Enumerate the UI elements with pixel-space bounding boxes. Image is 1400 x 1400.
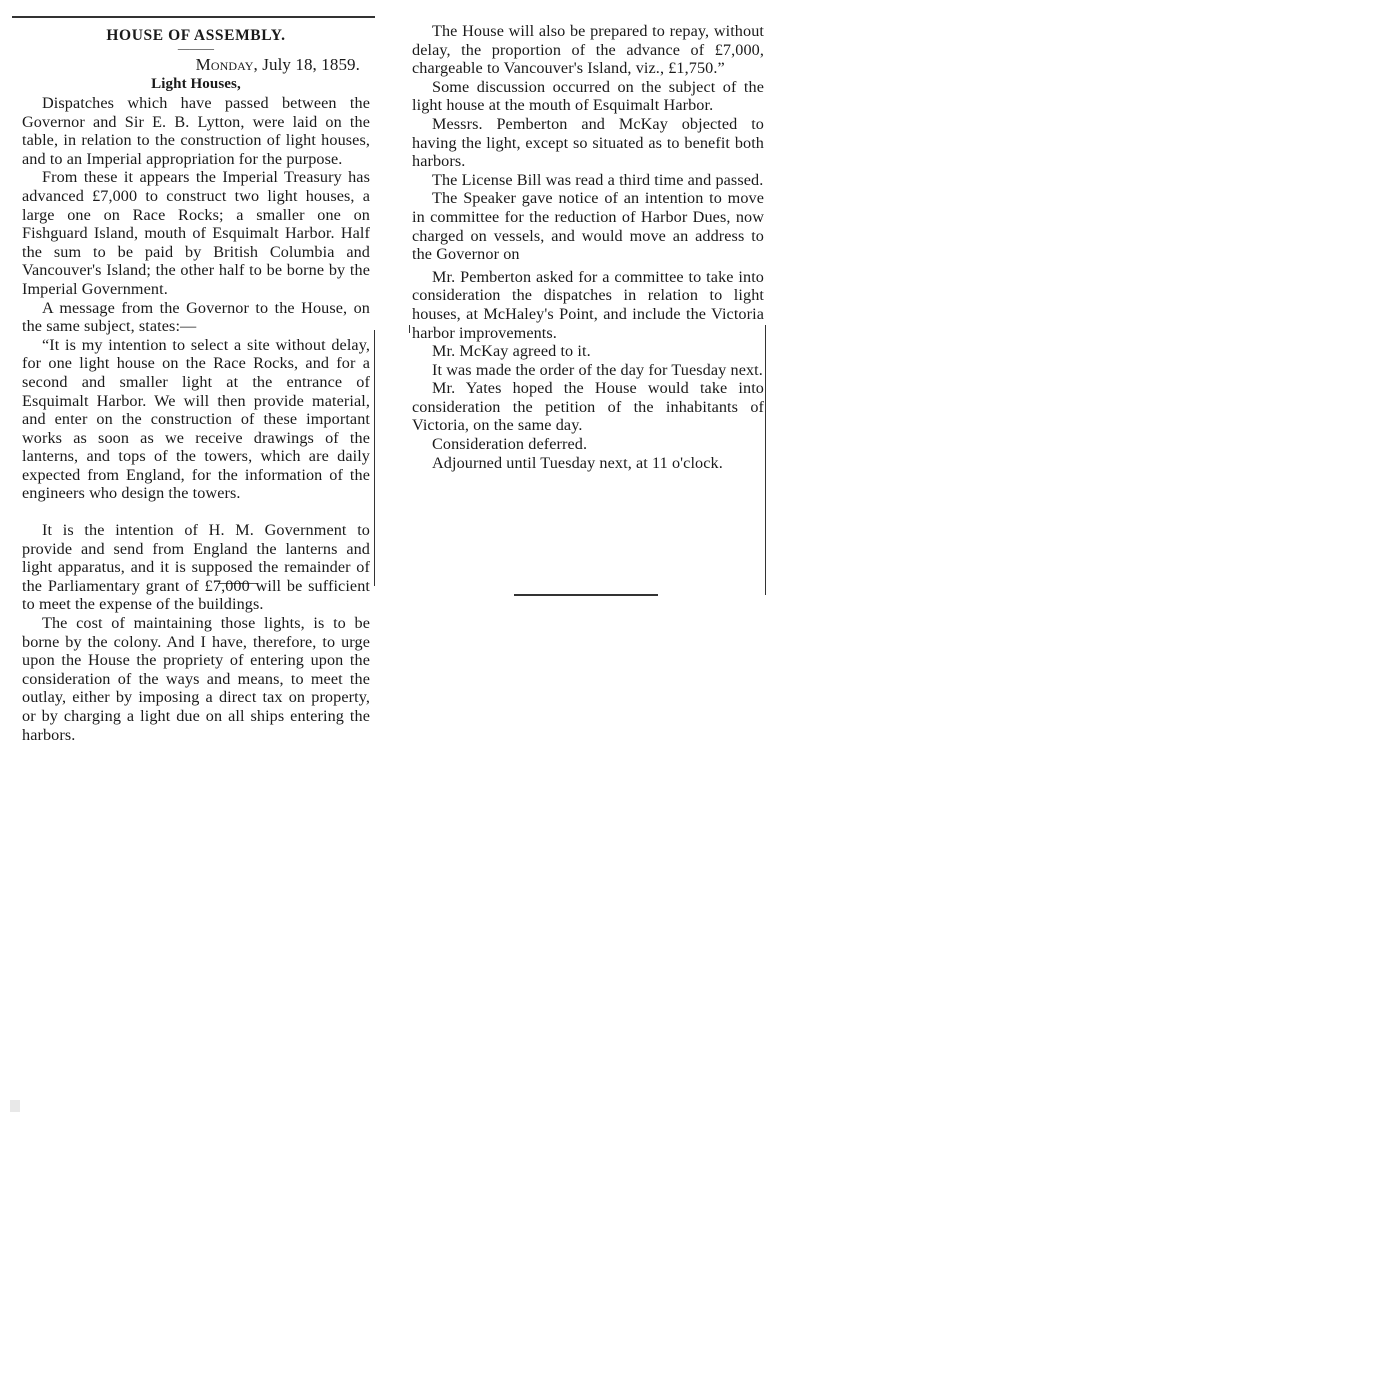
paragraph: The House will also be prepared to repay, without delay, the proportion of the advance of £7,000, chargeable to Vancouver's Island, viz., £1,750.” [412, 22, 764, 78]
article-subhead: Light Houses, [151, 76, 241, 92]
scan-mark [10, 1100, 20, 1112]
paragraph: Consideration deferred. [432, 435, 588, 454]
paragraph: It is the intention of H. M. Government to provide and send from England the lanterns and light apparatus, and it is supposed the remainder of the Parliamentary grant of £7,000 will be sufficient to meet the expense of the buildings. [22, 521, 370, 614]
paragraph: From these it appears the Imperial Treasury has advanced £7,000 to construct two light houses, a large one on Race Rocks; a smaller one on Fishguard Island, mouth of Esquimalt Harbor. Half the sum to be paid by British Columbia and Vancouver's Island; the other half to be borne by the Imperial Government. [22, 168, 370, 298]
paragraph: The License Bill was read a third time and passed. [432, 170, 764, 189]
paragraph: Mr. McKay agreed to it. [432, 342, 591, 361]
heading-dash: ——— [177, 41, 215, 55]
paragraph: Mr. Yates hoped the House would take into consideration the petition of the inhabitants of Victoria, on the same day. [412, 379, 764, 435]
end-rule [514, 594, 658, 596]
paragraph: A message from the Governor to the House, on the same subject, states:— [22, 298, 370, 336]
left-column [22, 27, 370, 744]
right-column [412, 22, 764, 472]
date-day: Monday, [195, 55, 258, 74]
paragraph: Adjourned until Tuesday next, at 11 o'clock. [432, 453, 723, 472]
column-divider-right [765, 325, 766, 595]
paragraph-gap [22, 503, 370, 521]
date-rest: July 18, 1859. [257, 55, 360, 74]
paragraph: It was made the order of the day for Tuesday next. [432, 360, 763, 379]
paragraph: The Speaker gave notice of an intention to move in committee for the reduction of Harbor Dues, now charged on vessels, and would move an address to the Governor on [412, 189, 764, 264]
column-divider-inner [409, 325, 410, 333]
article-heading: HOUSE OF ASSEMBLY. [106, 27, 286, 44]
paragraph: “It is my intention to select a site without delay, for one light house on the Race Rocks, and for a second and smaller light at the entrance of Esquimalt Harbor. We will then provide material, and enter on the construction of these important works as soon as we receive drawings of the lanterns, and tops of the towers, which are daily expected from England, for the information of the engineers who design the towers. [22, 335, 370, 503]
paragraph: The cost of maintaining those lights, is to be borne by the colony. And I have, therefore, to urge upon the House the propriety of entering upon the consideration of the ways and means, to meet the outlay, either by imposing a direct tax on property, or by charging a light due on all ships entering the harbors. [22, 614, 370, 744]
paragraph: Mr. Pemberton asked for a committee to take into consideration the dispatches in relation to light houses, at McHaley's Point, and include the Victoria harbor improvements. [412, 267, 764, 342]
paragraph: Dispatches which have passed between the Governor and Sir E. B. Lytton, were laid on the table, in relation to the construction of light houses, and to an Imperial appropriation for the purpose. [22, 94, 370, 168]
article-date [22, 55, 360, 75]
column-divider-left [374, 330, 375, 586]
top-rule [12, 16, 375, 18]
paragraph: Messrs. Pemberton and McKay objected to having the light, except so situated as to benefit both harbors. [412, 114, 764, 171]
paragraph: Some discussion occurred on the subject of the light house at the mouth of Esquimalt Harbor. [412, 77, 764, 115]
